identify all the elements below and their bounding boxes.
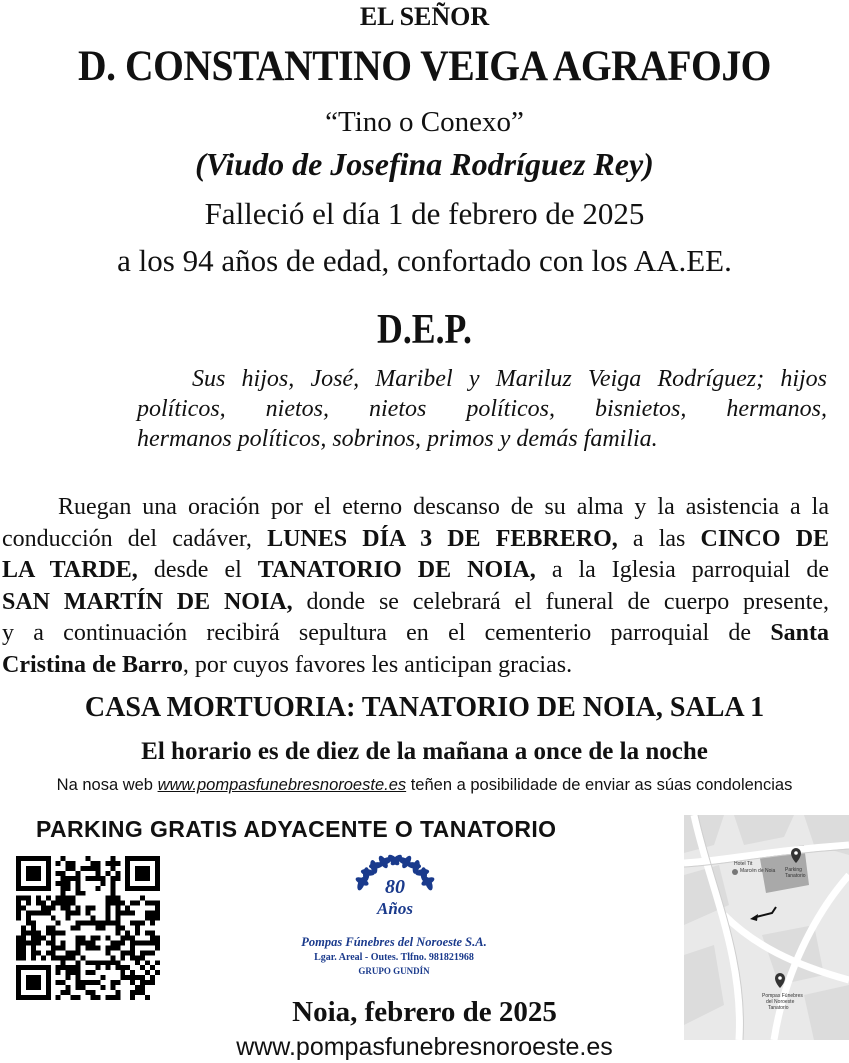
map-label: del Noroeste [766, 999, 795, 1005]
web-note-prefix: Na nosa web [56, 776, 158, 794]
family-line: políticos, nietos, nietos políticos, bisnietos, hermanos, [137, 396, 827, 422]
company-name: Pompas Fúnebres del Noroeste S.A. [301, 935, 487, 949]
footer-city-date: Noia, febrero de 2025 [292, 996, 557, 1028]
web-note-suffix: teñen a posibilidade de enviar as súas condolencias [406, 776, 793, 794]
family-line: Sus hijos, José, Maribel y Mariluz Veiga Rodríguez; hijos [192, 366, 827, 392]
cemetery: Santa [770, 620, 830, 646]
service-origin: TANATORIO DE NOIA, [257, 557, 536, 583]
text-run: a las [632, 525, 686, 552]
dep-heading: D.E.P. [377, 307, 472, 353]
text-run: , por cuyos favores les anticipan gracias. [182, 651, 573, 678]
map-label: Tanatorio [768, 1005, 789, 1011]
text-run: y a continuación recibirá sepultura en el cementerio parroquial de [2, 620, 752, 646]
service-day: LUNES DÍA 3 DE FEBRERO, [267, 525, 618, 552]
service-paragraph [2, 492, 829, 681]
parking-note: PARKING GRATIS ADYACENTE O TANATORIO [36, 816, 557, 842]
service-line [2, 618, 829, 650]
service-line [2, 650, 829, 682]
map-label: Tanatorio [785, 873, 806, 879]
text-run: Ruegan una oración por el eterno descanso de su alma y la asistencia a la [58, 494, 829, 520]
service-line [2, 524, 829, 556]
nickname: “Tino o Conexo” [325, 106, 524, 138]
web-link[interactable]: www.pompasfunebresnoroeste.es [157, 776, 407, 794]
map-hotel-icon [732, 869, 738, 875]
logo-word: Años [377, 899, 413, 918]
family-line: hermanos políticos, sobrinos, primos y demás familia. [137, 426, 658, 452]
widow-of: (Viudo de Josefina Rodríguez Rey) [195, 146, 654, 182]
casa-mortuoria: CASA MORTUORIA: TANATORIO DE NOIA, SALA 1 [84, 692, 765, 723]
age-line: a los 94 años de edad, confortado con los AA.EE. [117, 243, 732, 278]
map-label: Hotel Tit [734, 861, 753, 867]
text-run: donde se celebrará el funeral de cuerpo presente, [306, 588, 829, 615]
visiting-hours: El horario es de diez de la mañana a once de la noche [141, 738, 708, 765]
service-church: SAN MARTÍN DE NOIA, [2, 588, 293, 615]
service-line [2, 555, 829, 587]
footer-url[interactable]: www.pompasfunebresnoroeste.es [236, 1033, 613, 1061]
map-label: Pompas Fúnebres [762, 993, 803, 999]
logo-number: 80 [385, 876, 405, 898]
text-run: desde el [153, 557, 242, 583]
title-el-senor: EL SEÑOR [359, 2, 490, 31]
service-time: LA TARDE, [2, 557, 138, 583]
service-time: CINCO DE [700, 525, 830, 552]
family-paragraph [137, 364, 827, 454]
qr-code[interactable] [16, 856, 160, 1000]
map-label: Marcén de Noia [740, 868, 776, 874]
company-address: Lgar. Areal - Outes. Tlfno. 981821968 [314, 952, 474, 963]
death-date-line: Falleció el día 1 de febrero de 2025 [204, 196, 645, 231]
web-note [0, 776, 849, 795]
service-line [2, 587, 829, 619]
service-line [2, 492, 829, 524]
deceased-name: D. CONSTANTINO VEIGA AGRAFOJO [78, 43, 771, 90]
text-run: conducción del cadáver, [2, 525, 252, 552]
map-label: Parking [785, 867, 802, 873]
company-group: GRUPO GUNDÍN [358, 966, 430, 976]
text-run: a la Iglesia parroquial de [551, 557, 830, 583]
cemetery: Cristina de Barro [2, 651, 183, 678]
